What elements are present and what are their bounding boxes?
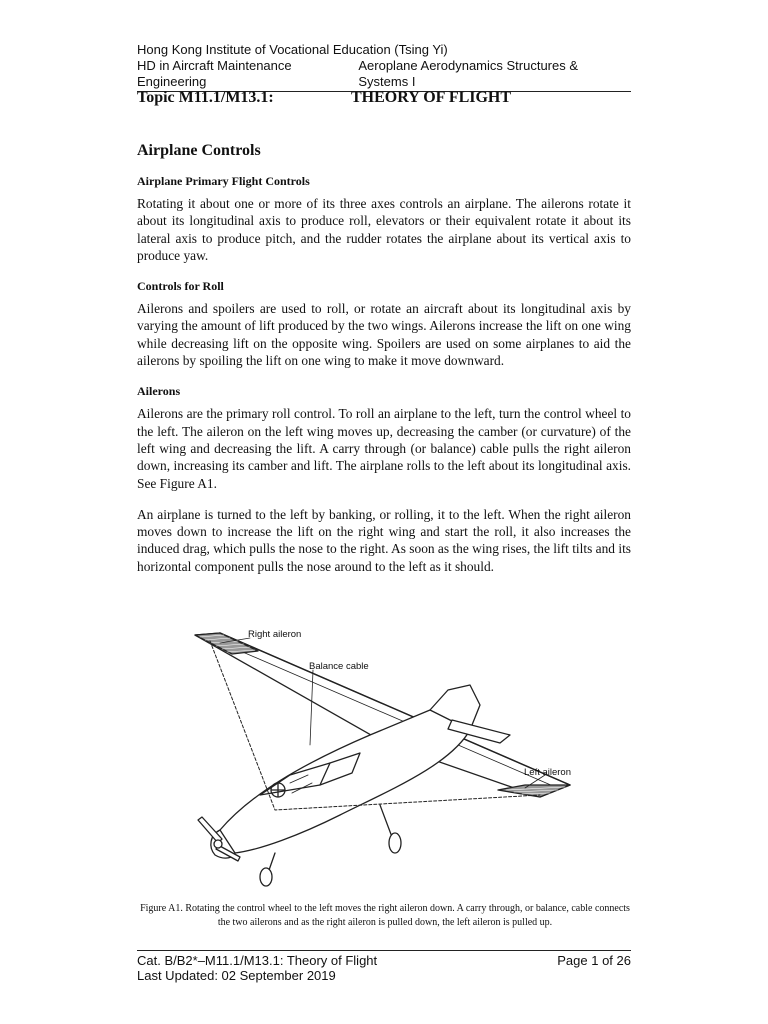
document-reference: Cat. B/B2*–M11.1/M13.1: Theory of Flight: [137, 953, 378, 968]
main-content: [137, 141, 631, 589]
topic-code: Topic M11.1/M13.1:: [137, 89, 274, 106]
topic-title: THEORY OF FLIGHT: [351, 89, 512, 106]
main-wheel: [389, 833, 401, 853]
header-subline: [137, 58, 631, 92]
propeller-blade-top: [198, 817, 222, 843]
page-footer: [137, 950, 631, 983]
fuselage-outline: [220, 704, 473, 853]
module-name: Aeroplane Aerodynamics Structures & Systems I: [358, 58, 579, 89]
footer-row: [137, 953, 631, 968]
programme-name: HD in Aircraft Maintenance Engineering: [137, 58, 292, 89]
figure-a1: [180, 625, 600, 890]
page-header: [137, 42, 631, 92]
paragraph-controls-for-roll: Ailerons and spoilers are used to roll, or rotate an aircraft about its longitudinal axis by varying the amount of lift produced by the two wings. Ailerons increase the lift on one wing while decreasing lift on the opposite wing. Spoilers are used on some airplanes to aid the ailerons by spoiling the lift on one wing to make it move downward.: [137, 301, 631, 369]
label-right-aileron: Right aileron: [248, 629, 302, 640]
label-left-aileron: Left aileron: [524, 767, 572, 778]
figure-caption: Figure A1. Rotating the control wheel to the left moves the right aileron down. A carry through, or balance, cable connects the two ailerons and as the right aileron is pulled down, the left aileron is pulled up.: [140, 903, 630, 928]
section-title: Airplane Controls: [137, 142, 261, 159]
paragraph-ailerons-1: Ailerons are the primary roll control. To roll an airplane to the left, turn the control wheel to the left. The aileron on the left wing moves up, decreasing the camber (or curvature) of the left wing and decreasing the lift. A carry through (or balance) cable pulls the right aileron down, increasing its camber and lift. The airplane rolls to the left about its longitudinal axis. See Figure A1.: [137, 406, 631, 491]
subheading-ailerons: Ailerons: [137, 384, 181, 399]
airplane-aileron-illustration: [180, 625, 600, 890]
spinner: [214, 840, 222, 848]
subheading-primary-controls: Airplane Primary Flight Controls: [137, 174, 310, 188]
label-balance-cable: Balance cable: [309, 661, 369, 672]
subheading-controls-for-roll: Controls for Roll: [137, 279, 224, 294]
institute-name: Hong Kong Institute of Vocational Education (Tsing Yi): [137, 42, 448, 57]
paragraph-primary-controls: Rotating it about one or more of its three axes controls an airplane. The ailerons rotate it about its longitudinal axis to produce roll, elevators or their equivalent rotate it about its lateral axis to produce pitch, and the rudder rotates the airplane about its vertical axis to produce yaw.: [137, 196, 631, 263]
last-updated: Last Updated: 02 September 2019: [137, 968, 336, 983]
page-number: Page 1 of 26: [557, 953, 631, 968]
nose-wheel: [260, 868, 272, 886]
topic-heading: [137, 89, 631, 107]
paragraph-ailerons-2: An airplane is turned to the left by banking, or rolling, it to the left. When the right aileron moves down to increase the lift on the right wing and start the roll, it also increases the induced drag, which pulls the nose to the right. As soon as the wing rises, the lift tilts and its horizontal component pulls the nose around to the left as it should.: [137, 506, 631, 574]
